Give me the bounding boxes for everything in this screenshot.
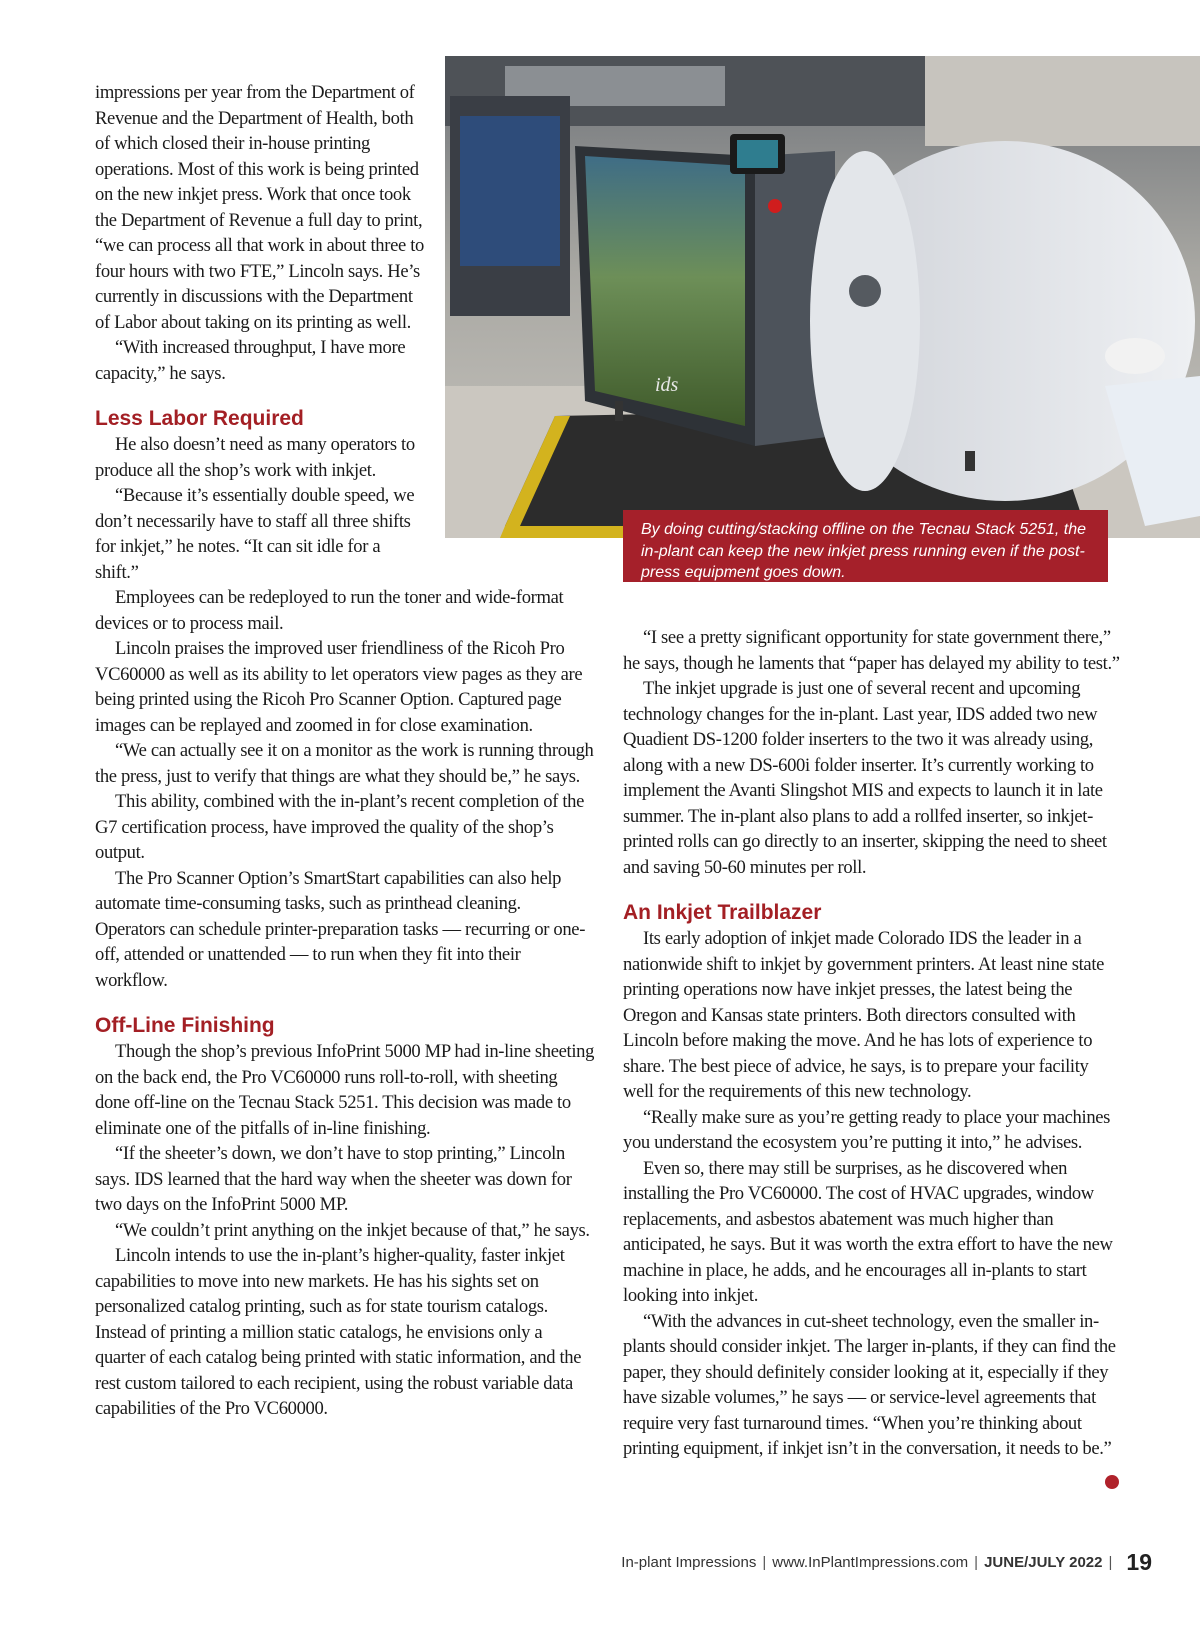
body-paragraph: Though the shop’s previous InfoPrint 5000 MP had in-line sheeting on the back end, the Pro VC60000 runs roll-to-roll, with sheeting done off-line on the Tecnau Stack 5251. This decision was made to eliminate one of the pitfalls of in-line finishing.	[95, 1041, 595, 1139]
body-paragraph: Lincoln intends to use the in-plant’s higher-quality, faster inkjet capabilities to move into new markets. He has his sights set on personalized catalog printing, such as for state tourism catalogs. Instead of printing a million static catalogs, he envisions only a quarter of each catalog being printed with static information, and the rest custom tailored to each recipient, using the robust variable data capabilities of the Pro VC60000.	[95, 1245, 582, 1419]
website-link[interactable]: www.InPlantImpressions.com	[772, 1553, 969, 1571]
body-paragraph: The inkjet upgrade is just one of several recent and upcoming technology changes for the in-plant. Last year, IDS added two new Quadient DS-1200 folder inserters to the two it was already using, along with a new DS-600i folder inserter. It’s currently working to implement the Avanti Slingshot MIS and expects to launch it in late summer. The in-plant also plans to add a rollfed inserter, so inkjet-printed rolls can go directly to an inserter, skipping the need to sheet and saving 50-60 minutes per roll.	[623, 678, 1107, 878]
section-heading: An Inkjet Trailblazer	[623, 901, 822, 924]
body-paragraph: Even so, there may still be surprises, as he discovered when installing the Pro VC60000. The cost of HVAC upgrades, window replacements, and asbestos abatement was much higher than anticipated, he says. But it was worth the extra effort to have the new machine in place, he adds, and he encourages all in-plants to start looking into inkjet.	[623, 1157, 1113, 1306]
footer-separator: |	[762, 1553, 767, 1571]
footer-separator: |	[1108, 1553, 1113, 1571]
body-paragraph: “If the sheeter’s down, we don’t have to stop printing,” Lincoln says. IDS learned that the hard way when the sheeter was down for two days on the InfoPrint 5000 MP.	[95, 1143, 572, 1215]
left-column	[95, 80, 595, 1422]
end-of-article-dot-icon	[1105, 1475, 1119, 1489]
body-paragraph: “We can actually see it on a monitor as the work is running through the press, just to verify that things are what they should be,” he says.	[95, 740, 594, 787]
body-paragraph: Employees can be redeployed to run the toner and wide-format devices or to process mail.	[95, 587, 564, 634]
ids-logo: ids	[655, 374, 679, 396]
section-heading: Less Labor Required	[95, 407, 304, 430]
page-number: 19	[1126, 1548, 1152, 1575]
section-heading: Off-Line Finishing	[95, 1014, 275, 1037]
photo-caption: By doing cutting/stacking offline on the Tecnau Stack 5251, the in-plant can keep the new inkjet press running even if the post-press equipment goes down.	[623, 510, 1108, 582]
body-paragraph: Its early adoption of inkjet made Colorado IDS the leader in a nationwide shift to inkjet by government printers. At least nine state printing operations now have inkjet presses, the latest being the Oregon and Kansas state printers. Both directors consulted with Lincoln before making the move. And he has lots of experience to share. The best piece of advice, he says, is to prepare your facility well for the requirements of this new technology.	[623, 928, 1105, 1102]
issue-date: JUNE/JULY 2022	[984, 1553, 1103, 1571]
body-paragraph: “We couldn’t print anything on the inkjet because of that,” he says.	[115, 1219, 590, 1241]
body-paragraph: “With increased throughput, I have more capacity,” he says.	[95, 337, 406, 384]
page-footer	[621, 1548, 1152, 1576]
body-paragraph: impressions per year from the Department of Revenue and the Department of Health, both of which closed their in-house printing operations. Most of this work is being printed on the new inkjet press. Work that once took the Department of Revenue a full day to print, “we can process all that work in about three to four hours with two FTE,” Lincoln says. He’s currently in discussions with the Department of Labor about taking on its printing as well.	[95, 82, 424, 333]
body-paragraph: “With the advances in cut-sheet technology, even the smaller in-plants should consider inkjet. The larger in-plants, if they can find the paper, they should definitely consider looking at it, especially if they have sizable volumes,” he says — or service-level agreements that require very fast turnaround times. “When you’re thinking about printing equipment, if inkjet isn’t in the conversation, it needs to be.”	[623, 1310, 1116, 1459]
publication-name: In-plant Impressions	[621, 1553, 757, 1571]
body-paragraph: “Really make sure as you’re getting ready to place your machines you understand the ecosystem you’re putting it into,” he advises.	[623, 1106, 1111, 1153]
body-paragraph: “Because it’s essentially double speed, we don’t necessarily have to staff all three shifts for inkjet,” he notes. “It can sit idle for a shift.”	[95, 485, 415, 583]
body-paragraph: Lincoln praises the improved user friendliness of the Ricoh Pro VC60000 as well as its ability to let operators view pages as they are being printed using the Ricoh Pro Scanner Option. Captured page images can be replayed and zoomed in for close examination.	[95, 638, 583, 736]
right-column	[623, 625, 1123, 1462]
footer-separator: |	[974, 1553, 979, 1571]
body-paragraph: The Pro Scanner Option’s SmartStart capabilities can also help automate time-consuming tasks, such as printhead cleaning. Operators can schedule printer-preparation tasks — recurring or one-off, attended or unattended — to run when they fit into their workflow.	[95, 867, 586, 991]
body-paragraph: He also doesn’t need as many operators to produce all the shop’s work with inkjet.	[95, 434, 415, 481]
body-paragraph: This ability, combined with the in-plant’s recent completion of the G7 certification process, have improved the quality of the shop’s output.	[95, 791, 584, 863]
body-paragraph: “I see a pretty significant opportunity for state government there,” he says, though he laments that “paper has delayed my ability to test.”	[623, 627, 1120, 674]
